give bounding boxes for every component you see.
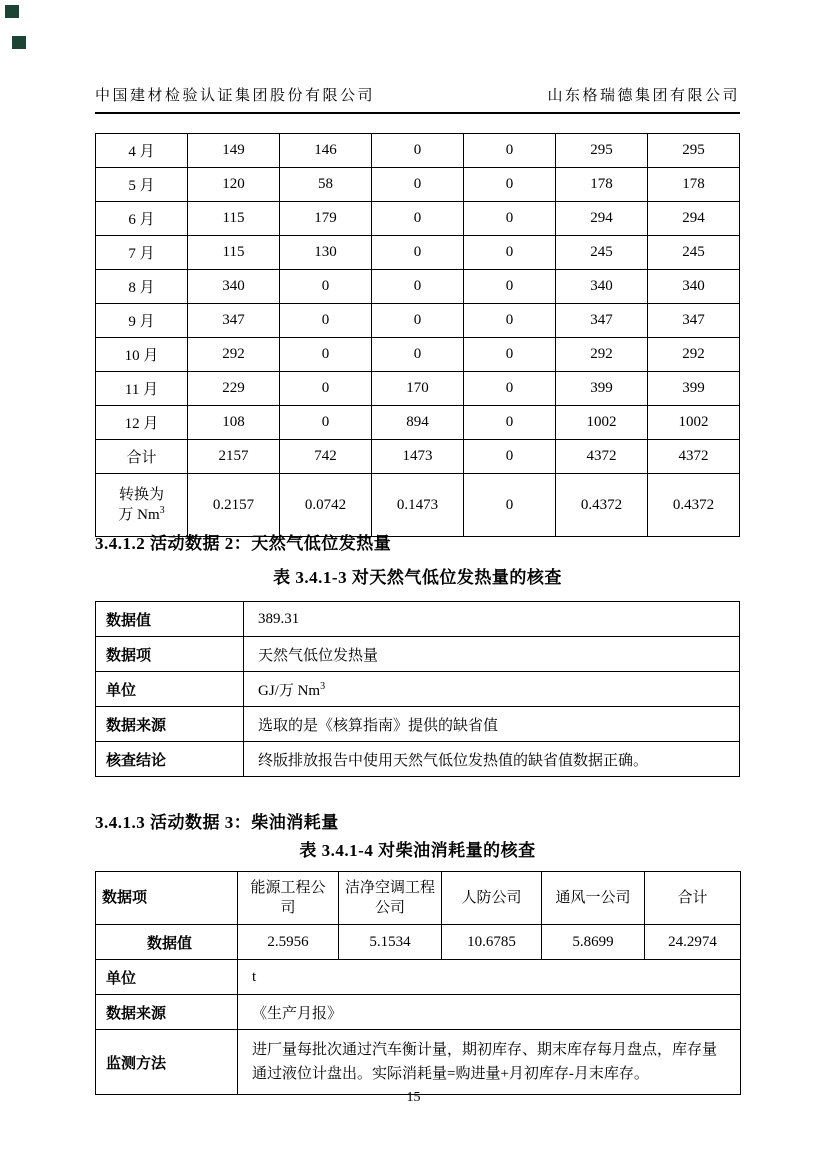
column-header: 洁净空调工程公司 bbox=[339, 872, 442, 925]
table-row bbox=[96, 202, 740, 236]
value-cell: 245 bbox=[648, 236, 740, 270]
value-cell: 292 bbox=[648, 338, 740, 372]
value-cell: 0 bbox=[464, 406, 556, 440]
value-cell: 295 bbox=[556, 134, 648, 168]
value-cell: 347 bbox=[648, 304, 740, 338]
row-label: 核查结论 bbox=[96, 742, 244, 777]
value-cell: 340 bbox=[188, 270, 280, 304]
month-cell: 7 月 bbox=[96, 236, 188, 270]
value-cell: 340 bbox=[556, 270, 648, 304]
value-cell: 2.5956 bbox=[238, 925, 339, 960]
table-row bbox=[96, 742, 740, 777]
value-cell: 24.2974 bbox=[645, 925, 741, 960]
value-cell: 0.4372 bbox=[556, 474, 648, 537]
value-cell: 130 bbox=[280, 236, 372, 270]
value-cell: 742 bbox=[280, 440, 372, 474]
value-cell: 120 bbox=[188, 168, 280, 202]
value-cell: 399 bbox=[556, 372, 648, 406]
value-cell: 245 bbox=[556, 236, 648, 270]
value-cell: 115 bbox=[188, 236, 280, 270]
column-header: 人防公司 bbox=[442, 872, 542, 925]
table-row bbox=[96, 406, 740, 440]
table-row bbox=[96, 707, 740, 742]
month-cell: 5 月 bbox=[96, 168, 188, 202]
header-row bbox=[96, 872, 741, 925]
value-cell: 0 bbox=[372, 134, 464, 168]
row-label: 监测方法 bbox=[96, 1030, 238, 1095]
value-cell: 179 bbox=[280, 202, 372, 236]
gas-heating-value-table bbox=[95, 601, 740, 777]
value-cell: 347 bbox=[188, 304, 280, 338]
converted-label-cell bbox=[96, 474, 188, 537]
value-cell: 0 bbox=[464, 134, 556, 168]
row-label: 数据值 bbox=[96, 925, 238, 960]
table-row bbox=[96, 672, 740, 707]
column-header: 通风一公司 bbox=[542, 872, 645, 925]
value-cell: 0 bbox=[372, 270, 464, 304]
page-header bbox=[95, 84, 740, 114]
value-cell: 1002 bbox=[556, 406, 648, 440]
value-cell: 0.0742 bbox=[280, 474, 372, 537]
value-cell: 0 bbox=[372, 236, 464, 270]
value-cell: 0 bbox=[464, 372, 556, 406]
value-cell: 894 bbox=[372, 406, 464, 440]
value-cell: 149 bbox=[188, 134, 280, 168]
table-row bbox=[96, 270, 740, 304]
value-cell: 0 bbox=[464, 474, 556, 537]
value-cell: 0 bbox=[280, 270, 372, 304]
value-cell: 0 bbox=[464, 270, 556, 304]
converted-row bbox=[96, 474, 740, 537]
table-row bbox=[96, 134, 740, 168]
header-right-company: 山东格瑞德集团有限公司 bbox=[547, 88, 740, 104]
total-row bbox=[96, 440, 740, 474]
month-cell: 9 月 bbox=[96, 304, 188, 338]
value-cell: 294 bbox=[648, 202, 740, 236]
scan-artifact bbox=[5, 5, 19, 18]
table-row bbox=[96, 602, 740, 637]
value-cell: 108 bbox=[188, 406, 280, 440]
value-cell: 2157 bbox=[188, 440, 280, 474]
value-cell: 295 bbox=[648, 134, 740, 168]
values-row bbox=[96, 925, 741, 960]
value-cell: 292 bbox=[556, 338, 648, 372]
value-cell: 178 bbox=[648, 168, 740, 202]
value-cell: 0 bbox=[464, 440, 556, 474]
table-caption-diesel: 表 3.4.1-4 对柴油消耗量的核查 bbox=[299, 841, 536, 860]
table-row bbox=[96, 236, 740, 270]
month-cell: 11 月 bbox=[96, 372, 188, 406]
value-cell: 0 bbox=[372, 304, 464, 338]
row-value: 选取的是《核算指南》提供的缺省值 bbox=[244, 707, 740, 742]
monthly-gas-consumption-table bbox=[95, 133, 740, 537]
value-cell: 0 bbox=[372, 338, 464, 372]
value-cell: 1473 bbox=[372, 440, 464, 474]
value-cell: 0 bbox=[464, 202, 556, 236]
value-cell: 229 bbox=[188, 372, 280, 406]
value-cell: 5.1534 bbox=[339, 925, 442, 960]
method-row bbox=[96, 1030, 741, 1095]
column-header: 能源工程公司 bbox=[238, 872, 339, 925]
row-label: 单位 bbox=[96, 672, 244, 707]
table-row bbox=[96, 338, 740, 372]
row-value: 天然气低位发热量 bbox=[244, 637, 740, 672]
value-cell: 146 bbox=[280, 134, 372, 168]
month-cell: 12 月 bbox=[96, 406, 188, 440]
value-cell: 0 bbox=[280, 372, 372, 406]
value-cell: 115 bbox=[188, 202, 280, 236]
row-label: 数据来源 bbox=[96, 995, 238, 1030]
value-cell: 0.2157 bbox=[188, 474, 280, 537]
value-cell: 292 bbox=[188, 338, 280, 372]
month-cell: 8 月 bbox=[96, 270, 188, 304]
converted-label-line2: 万 Nm$^3$ bbox=[118, 505, 165, 523]
table-row bbox=[96, 637, 740, 672]
table-row bbox=[96, 168, 740, 202]
row-value: 终版排放报告中使用天然气低位发热值的缺省值数据正确。 bbox=[244, 742, 740, 777]
row-label: 数据项 bbox=[96, 872, 238, 925]
value-cell: 0.1473 bbox=[372, 474, 464, 537]
value-cell: 4372 bbox=[648, 440, 740, 474]
value-cell: 1002 bbox=[648, 406, 740, 440]
row-value: 389.31 bbox=[244, 602, 740, 637]
table-caption-gas: 表 3.4.1-3 对天然气低位发热量的核查 bbox=[273, 568, 562, 587]
unit-value: t bbox=[238, 960, 741, 995]
total-label-cell: 合计 bbox=[96, 440, 188, 474]
column-header: 合计 bbox=[645, 872, 741, 925]
method-value: 进厂量每批次通过汽车衡计量，期初库存、期末库存每月盘点，库存量通过液位计盘出。实际消耗量=购进量+月初库存-月末库存。 bbox=[238, 1030, 741, 1095]
section-heading-gas-heating-value: 3.4.1.2 活动数据 2：天然气低位发热量 bbox=[95, 534, 392, 553]
value-cell: 340 bbox=[648, 270, 740, 304]
value-cell: 294 bbox=[556, 202, 648, 236]
value-cell: 0 bbox=[280, 406, 372, 440]
value-cell: 10.6785 bbox=[442, 925, 542, 960]
scan-artifact bbox=[12, 36, 26, 49]
value-cell: 5.8699 bbox=[542, 925, 645, 960]
row-label: 数据来源 bbox=[96, 707, 244, 742]
row-label: 数据项 bbox=[96, 637, 244, 672]
value-cell: 170 bbox=[372, 372, 464, 406]
converted-label-line1: 转换为 bbox=[118, 486, 164, 503]
superscript: 3 bbox=[320, 680, 326, 692]
source-value: 《生产月报》 bbox=[238, 995, 741, 1030]
diesel-consumption-table bbox=[95, 871, 741, 1095]
value-cell: 0 bbox=[464, 168, 556, 202]
value-cell: 0 bbox=[464, 236, 556, 270]
row-label: 单位 bbox=[96, 960, 238, 995]
value-cell: 0 bbox=[372, 202, 464, 236]
month-cell: 6 月 bbox=[96, 202, 188, 236]
row-value: GJ/万 Nm$^3$ bbox=[244, 672, 740, 707]
value-cell: 0 bbox=[372, 168, 464, 202]
month-cell: 10 月 bbox=[96, 338, 188, 372]
value-cell: 58 bbox=[280, 168, 372, 202]
table-row bbox=[96, 304, 740, 338]
value-cell: 0 bbox=[464, 338, 556, 372]
value-cell: 0 bbox=[464, 304, 556, 338]
value-cell: 347 bbox=[556, 304, 648, 338]
value-cell: 0.4372 bbox=[648, 474, 740, 537]
value-cell: 4372 bbox=[556, 440, 648, 474]
table-row bbox=[96, 372, 740, 406]
page-number: 15 bbox=[406, 1090, 421, 1105]
unit-row bbox=[96, 960, 741, 995]
superscript: 3 bbox=[159, 505, 165, 516]
value-cell: 0 bbox=[280, 338, 372, 372]
month-cell: 4 月 bbox=[96, 134, 188, 168]
row-label: 数据值 bbox=[96, 602, 244, 637]
section-heading-diesel-consumption: 3.4.1.3 活动数据 3：柴油消耗量 bbox=[95, 813, 339, 832]
value-cell: 178 bbox=[556, 168, 648, 202]
header-left-company: 中国建材检验认证集团股份有限公司 bbox=[95, 88, 376, 104]
value-cell: 0 bbox=[280, 304, 372, 338]
source-row bbox=[96, 995, 741, 1030]
value-cell: 399 bbox=[648, 372, 740, 406]
